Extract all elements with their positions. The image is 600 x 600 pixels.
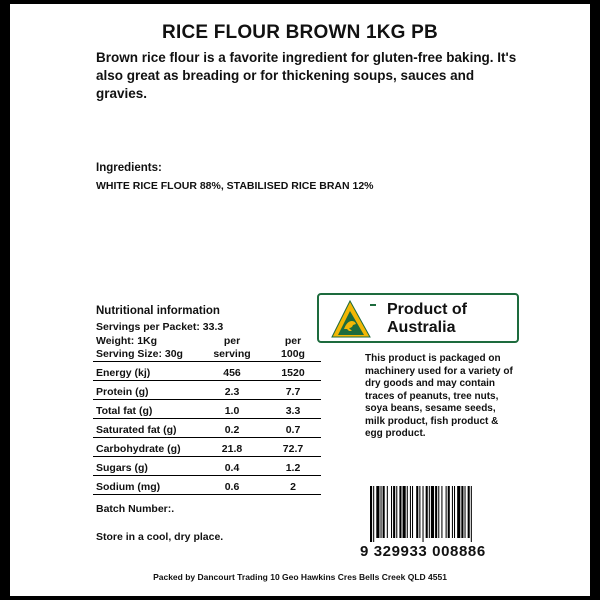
nutrient-name: Sodium (mg): [93, 476, 199, 495]
nutrition-row-saturated-fat: [93, 419, 321, 438]
serving-size-label: Serving Size: 30g: [96, 348, 183, 360]
product-title: RICE FLOUR BROWN 1KG PB: [162, 22, 438, 43]
nutrient-per-100g: 7.7: [265, 381, 321, 400]
barcode-bar: [370, 486, 372, 542]
kangaroo-triangle-icon: [326, 299, 378, 339]
nutrient-per-100g: 1.2: [265, 457, 321, 476]
barcode-bar: [387, 486, 388, 538]
nutrition-header-row: [93, 348, 321, 362]
nutrient-name: Carbohydrate (g): [93, 438, 199, 457]
barcode-number: 9 329933 008886: [360, 543, 486, 560]
barcode-bar: [391, 486, 392, 538]
barcode-bar: [431, 486, 434, 538]
barcode-bar: [471, 486, 472, 542]
barcode-bar: [399, 486, 401, 538]
nutrient-per-serving: 2.3: [199, 381, 265, 400]
nutrient-per-serving: 456: [199, 362, 265, 381]
barcode-bar: [396, 486, 397, 538]
nutrient-name: Total fat (g): [93, 400, 199, 419]
nutrient-per-100g: 72.7: [265, 438, 321, 457]
origin-line-1: Product of: [387, 301, 467, 318]
barcode-bar: [376, 486, 379, 538]
nutrient-per-serving: 0.6: [199, 476, 265, 495]
barcode-bar: [373, 486, 374, 542]
barcode-bar: [438, 486, 439, 538]
barcode-bar: [448, 486, 450, 538]
barcode-bar: [426, 486, 428, 538]
packer-info: Packed by Dancourt Trading 10 Geo Hawkins Cres Bells Creek QLD 4551: [153, 572, 447, 582]
barcode-icon: [368, 486, 528, 542]
nutrient-name: Protein (g): [93, 381, 199, 400]
nutrition-row-sugars: [93, 457, 321, 476]
storage-instructions: Store in a cool, dry place.: [96, 531, 224, 543]
servings-per-packet: Servings per Packet: 33.3: [96, 321, 224, 333]
nutrient-name: Saturated fat (g): [93, 419, 199, 438]
col-per-100g-bottom: 100g: [281, 348, 305, 360]
allergen-note: This product is packaged on machinery used for a variety of dry goods and may contain traces of peanuts, tree nuts, soya beans, sesame seeds, milk product, fish product & egg product.: [365, 353, 513, 439]
nutrition-row-protein: [93, 381, 321, 400]
nutrition-row-carbohydrate: [93, 438, 321, 457]
barcode-bar: [454, 486, 455, 538]
product-of-australia-text: [387, 301, 467, 337]
barcode-bar: [441, 486, 442, 538]
nutrition-table: [93, 335, 321, 495]
nutrient-per-serving: 0.4: [199, 457, 265, 476]
nutrition-header-row: [93, 335, 321, 348]
barcode-bar: [416, 486, 418, 538]
barcode-bar: [381, 486, 382, 538]
col-per-serving-top: per: [223, 335, 241, 347]
barcode-bar: [423, 486, 424, 542]
barcode-bar: [446, 486, 447, 538]
barcode-bar: [429, 486, 430, 538]
barcode-bar: [457, 486, 460, 538]
ingredients-heading: Ingredients:: [96, 162, 162, 174]
col-per-100g-top: per: [284, 335, 302, 347]
nutrient-per-serving: 1.0: [199, 400, 265, 419]
barcode-bar: [461, 486, 463, 538]
barcode-bar: [468, 486, 470, 538]
weight-label: Weight: 1Kg: [96, 335, 158, 347]
barcode-bar: [410, 486, 411, 538]
barcode-bar: [393, 486, 395, 538]
barcode-bar: [383, 486, 385, 538]
product-of-australia-badge: [317, 293, 519, 343]
nutrition-heading: Nutritional information: [96, 305, 220, 317]
ingredients-text: WHITE RICE FLOUR 88%, STABILISED RICE BRAN 12%: [96, 180, 374, 192]
barcode-bar: [407, 486, 408, 538]
batch-number: Batch Number:.: [96, 503, 175, 515]
nutrient-per-serving: 21.8: [199, 438, 265, 457]
barcode-bar: [403, 486, 406, 538]
col-per-serving-bottom: serving: [213, 348, 251, 360]
nutrition-row-total-fat: [93, 400, 321, 419]
nutrient-per-100g: 3.3: [265, 400, 321, 419]
nutrient-per-100g: 0.7: [265, 419, 321, 438]
nutrient-per-100g: 1520: [265, 362, 321, 381]
barcode-bar: [412, 486, 413, 538]
barcode-bar: [452, 486, 453, 538]
nutrient-name: Sugars (g): [93, 457, 199, 476]
nutrient-per-100g: 2: [265, 476, 321, 495]
barcode-bar: [419, 486, 420, 538]
nutrition-row-energy: [93, 362, 321, 381]
product-description: Brown rice flour is a favorite ingredient for gluten-free baking. It's also great as breading or for thickening soups, sauces and gravies.: [96, 50, 517, 101]
barcode-bar: [465, 486, 466, 538]
origin-line-2: Australia: [387, 319, 456, 336]
barcode-bar: [435, 486, 437, 538]
nutrition-row-sodium: [93, 476, 321, 495]
nutrient-per-serving: 0.2: [199, 419, 265, 438]
nutrient-name: Energy (kj): [93, 362, 199, 381]
